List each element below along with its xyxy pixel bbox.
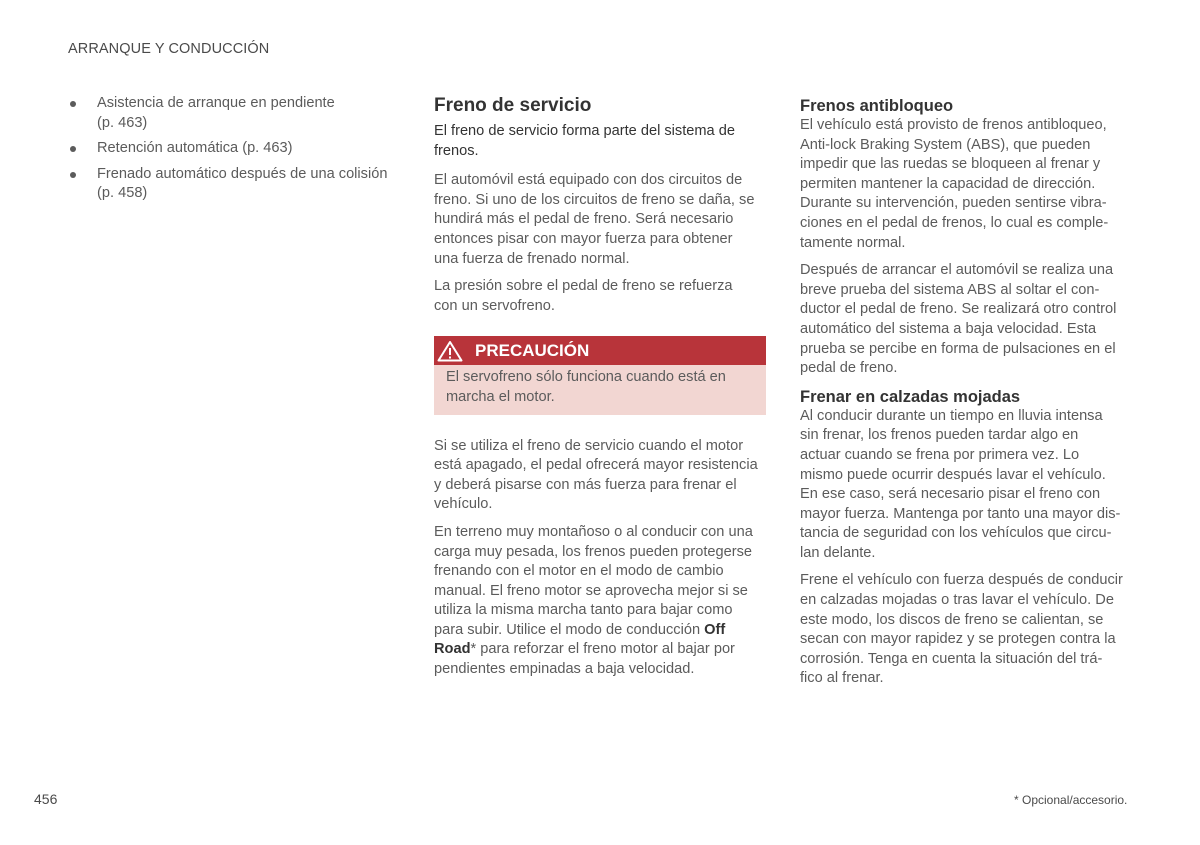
text-line: frenando con el motor en el modo de cambio <box>434 563 724 580</box>
paragraph <box>434 523 770 680</box>
text-line: automático del sistema a baja velocidad. Esta <box>800 320 1097 337</box>
bullet-icon <box>70 146 76 152</box>
text-line: frenos. <box>434 142 479 159</box>
text-line: prueba se percibe en forma de pulsaciones en el <box>800 340 1116 357</box>
text-line: vehículo. <box>434 496 493 513</box>
subsection-title: Frenos antibloqueo <box>800 97 954 115</box>
bullet-icon <box>70 101 76 107</box>
text-line: actuar cuando se frena por primera vez. Lo <box>800 446 1080 463</box>
text-line: * para reforzar el freno motor al bajar por <box>470 641 735 658</box>
text-line: pendientes empinadas a baja velocidad. <box>434 661 695 678</box>
text-line: pedal de freno. <box>800 360 898 377</box>
paragraph <box>434 437 770 515</box>
text-line: carga muy pesada, los frenos pueden protegerse <box>434 543 753 560</box>
text-line: utiliza la misma marcha tanto para bajar como <box>434 602 733 619</box>
column-right <box>800 94 1138 697</box>
text-line: lan delante. <box>800 544 876 561</box>
caution-header <box>434 336 766 365</box>
related-links-list <box>68 94 408 204</box>
section-title: Freno de servicio <box>434 95 592 116</box>
text-line: este modo, los discos de freno se calientan, se <box>800 611 1104 628</box>
paragraph <box>800 571 1138 689</box>
paragraph <box>434 277 770 316</box>
text-line: secan con mayor rapidez y se protegen contra la <box>800 631 1116 648</box>
text-line: y deberá pisarse con más fuerza para frenar el <box>434 476 737 493</box>
list-item[interactable] <box>68 139 408 159</box>
bullet-icon <box>70 172 76 178</box>
list-item[interactable] <box>68 165 408 204</box>
text-line: sin frenar, los frenos pueden tardar algo en <box>800 427 1079 444</box>
text-line: freno. Si uno de los circuitos de freno se daña, se <box>434 191 755 208</box>
text-line: corrosión. Tenga en cuenta la situación del trá- <box>800 650 1103 667</box>
list-item-line: Retención automática (p. 463) <box>97 140 293 157</box>
text-line: El vehículo está provisto de frenos antibloqueo, <box>800 117 1107 133</box>
text-line: impedir que las ruedas se bloqueen al frenar y <box>800 156 1101 173</box>
section-header: ARRANQUE Y CONDUCCIÓN <box>68 41 270 57</box>
list-item[interactable] <box>68 94 408 133</box>
paragraph <box>434 171 770 269</box>
paragraph <box>800 116 1138 253</box>
text-line: Durante su intervención, pueden sentirse vibra- <box>800 195 1107 212</box>
caution-text <box>434 365 766 414</box>
text-line: Anti-lock Braking System (ABS), que pueden <box>800 136 1091 153</box>
text-line: breve prueba del sistema ABS al soltar el con- <box>800 281 1100 298</box>
list-item-line: Asistencia de arranque en pendiente <box>97 95 335 111</box>
text-line: La presión sobre el pedal de freno se refuerza <box>434 278 733 295</box>
column-middle <box>434 94 770 688</box>
text-line: El servofreno sólo funciona cuando está en <box>446 369 726 386</box>
text-line: ductor el pedal de freno. Se realizará otro control <box>800 301 1117 318</box>
drive-mode-name: Road <box>434 641 471 658</box>
warning-triangle-icon <box>437 340 463 362</box>
text-line: con un servofreno. <box>434 297 555 314</box>
text-line: Si se utiliza el freno de servicio cuando el motor <box>434 437 744 454</box>
text-line: mismo puede ocurrir después lavar el vehículo. <box>800 466 1106 483</box>
text-line: entonces pisar con mayor fuerza para obtener <box>434 230 733 247</box>
text-line: hundirá más el pedal de freno. Será necesario <box>434 211 734 228</box>
footnote: * Opcional/accesorio. <box>1014 793 1128 807</box>
paragraph <box>800 407 1138 564</box>
text-line: tancia de seguridad con los vehículos que circu- <box>800 525 1112 542</box>
text-line: Frene el vehículo con fuerza después de conducir <box>800 572 1123 589</box>
text-line: marcha el motor. <box>446 388 555 405</box>
text-line: permiten mantener la capacidad de dirección. <box>800 175 1096 192</box>
text-line: está apagado, el pedal ofrecerá mayor resistencia <box>434 457 758 474</box>
list-item-line: (p. 458) <box>97 185 148 202</box>
paragraph <box>800 261 1138 379</box>
drive-mode-name: Off <box>704 621 726 638</box>
list-item-line: (p. 463) <box>97 114 148 131</box>
column-left <box>68 94 408 210</box>
list-item-line: Frenado automático después de una colisión <box>97 165 388 182</box>
text-line: ciones en el pedal de frenos, lo cual es comple- <box>800 214 1109 231</box>
caution-box <box>434 336 766 414</box>
subsection-title: Frenar en calzadas mojadas <box>800 387 1021 406</box>
caution-title: PRECAUCIÓN <box>475 341 590 361</box>
text-line: en calzadas mojadas o tras lavar el vehículo. De <box>800 592 1114 609</box>
text-line: El freno de servicio forma parte del sistema de <box>434 123 735 139</box>
text-line: una fuerza de frenado normal. <box>434 250 630 267</box>
page-number: 456 <box>34 791 58 807</box>
text-line: Al conducir durante un tiempo en lluvia intensa <box>800 407 1103 424</box>
text-line: para subir. Utilice el modo de conducción <box>434 621 705 638</box>
text-line: En terreno muy montañoso o al conducir con una <box>434 523 753 540</box>
text-line: fico al frenar. <box>800 670 884 687</box>
text-line: manual. El freno motor se aprovecha mejor si se <box>434 582 748 599</box>
text-line: En ese caso, será necesario pisar el freno con <box>800 486 1101 503</box>
text-line: El automóvil está equipado con dos circuitos de <box>434 172 743 189</box>
text-line: mayor fuerza. Mantenga por tanto una mayor dis- <box>800 505 1121 522</box>
text-line: tamente normal. <box>800 234 906 251</box>
text-line: Después de arrancar el automóvil se realiza una <box>800 262 1114 279</box>
lead-paragraph <box>434 122 770 161</box>
